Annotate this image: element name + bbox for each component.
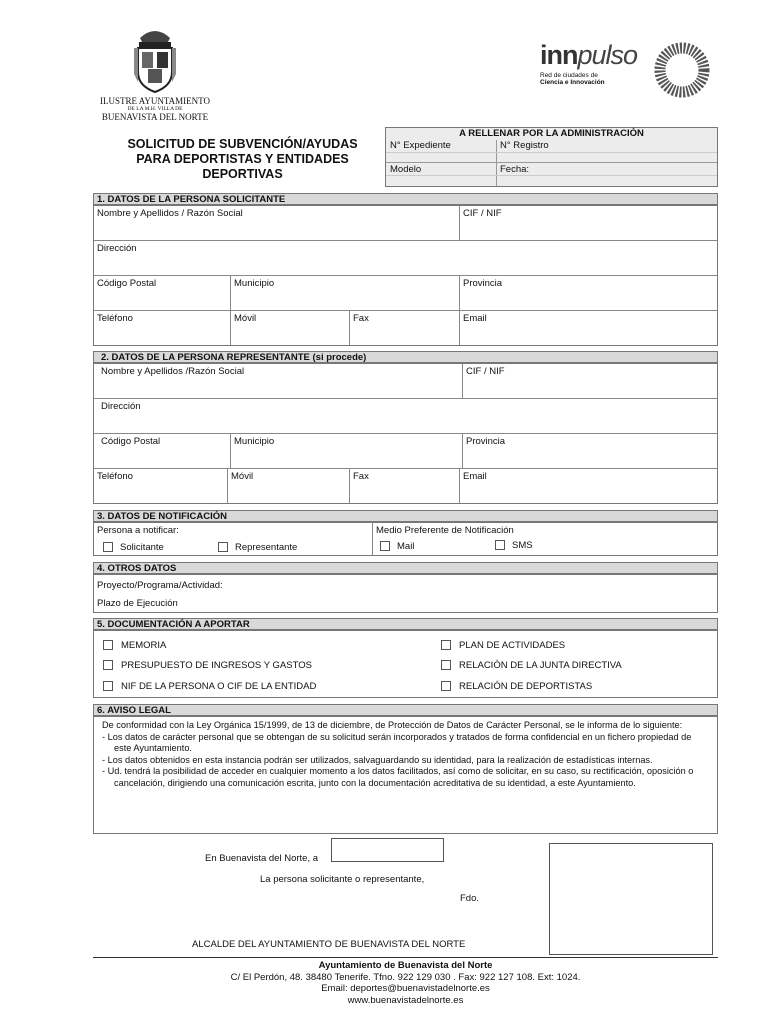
sign-place: En Buenavista del Norte, a (205, 853, 319, 864)
s2-telefono-field[interactable] (94, 469, 228, 503)
s2-cif-label: CIF / NIF (466, 366, 505, 377)
s2-email-field[interactable] (460, 469, 717, 503)
admin-expediente: N° Expediente (390, 140, 451, 151)
footer (93, 960, 718, 1006)
section4-box (93, 574, 718, 613)
s3-medio-label: Medio Preferente de Notificación (376, 525, 514, 536)
council-line1: ILUSTRE AYUNTAMIENTO (99, 96, 211, 106)
section3-header: 3. DATOS DE NOTIFICACIÓN (93, 510, 718, 522)
s1-cp-label: Código Postal (97, 278, 157, 289)
s2-telefono-label: Teléfono (97, 471, 133, 482)
s1-nombre-field[interactable] (94, 206, 460, 241)
section2-header: 2. DATOS DE LA PERSONA REPRESENTANTE (si procede) (93, 351, 718, 363)
admin-modelo: Modelo (390, 164, 422, 175)
s5-presupuesto-label: PRESUPUESTO DE INGRESOS Y GASTOS (121, 660, 312, 671)
s1-telefono-field[interactable] (94, 311, 231, 345)
s2-direccion-field[interactable] (94, 399, 717, 434)
council-line3: BUENAVISTA DEL NORTE (101, 112, 209, 122)
s2-provincia-label: Provincia (466, 436, 506, 447)
s1-movil-field[interactable] (231, 311, 350, 345)
section2-box (93, 363, 718, 504)
s3-sms-checkbox[interactable] (495, 540, 505, 550)
s2-cp-field[interactable] (94, 434, 231, 469)
s3-solicitante-label: Solicitante (120, 542, 164, 553)
section6-box (93, 716, 718, 834)
s5-plan-checkbox[interactable] (441, 640, 451, 650)
sign-person: La persona solicitante o representante, (260, 874, 425, 885)
s5-junta-label: RELACIÓN DE LA JUNTA DIRECTIVA (459, 660, 622, 671)
s1-fax-label: Fax (353, 313, 369, 324)
admin-registro: N° Registro (500, 140, 549, 151)
s1-municipio-field[interactable] (231, 276, 460, 311)
s6-paragraph-2: - Los datos de carácter personal que se obtengan de su solicitud serán incorporados y tratados de forma confidencial en un fichero propiedad de este Ayuntamiento. (102, 731, 692, 754)
s2-cp-label: Código Postal (101, 436, 161, 447)
stamp-box[interactable] (549, 843, 713, 955)
footer-divider (93, 957, 718, 958)
section1-box (93, 205, 718, 346)
s5-nif-label: NIF DE LA PERSONA O CIF DE LA ENTIDAD (121, 681, 317, 692)
s1-direccion-label: Dirección (97, 243, 137, 254)
s2-direccion-label: Dirección (101, 401, 141, 412)
s3-mail-label: Mail (397, 541, 415, 552)
s1-provincia-label: Provincia (463, 278, 503, 289)
s2-municipio-label: Municipio (234, 436, 275, 447)
s1-nombre-label: Nombre y Apellidos / Razón Social (97, 208, 243, 219)
s1-direccion-field[interactable] (94, 241, 717, 276)
s3-representante-checkbox[interactable] (218, 542, 228, 552)
s6-paragraph-1: De conformidad con la Ley Orgánica 15/1999, de 13 de diciembre, de Protección de Datos de Carácter Personal, se le informa de lo siguiente: (102, 720, 683, 730)
s4-proyecto-label[interactable]: Proyecto/Programa/Actividad: (97, 580, 223, 591)
s1-cif-field[interactable] (460, 206, 717, 241)
s5-nif-checkbox[interactable] (103, 681, 113, 691)
s2-email-label: Email (463, 471, 487, 482)
s1-telefono-label: Teléfono (97, 313, 133, 324)
s1-provincia-field[interactable] (460, 276, 717, 311)
s6-paragraph-3: - Los datos obtenidos en esta instancia podrán ser utilizados, salvaguardando su identidad, para la realización de estadísticas internas. (102, 754, 653, 765)
s5-deportistas-checkbox[interactable] (441, 681, 451, 691)
admin-fecha: Fecha: (500, 164, 530, 175)
coat-of-arms-logo (130, 24, 180, 94)
section3-box (93, 522, 718, 556)
s5-memoria-checkbox[interactable] (103, 640, 113, 650)
s3-mail-checkbox[interactable] (380, 541, 390, 551)
s5-deportistas-label: RELACIÓN DE DEPORTISTAS (459, 681, 593, 692)
admin-header: A RELLENAR POR LA ADMINISTRACIÓN (459, 128, 644, 139)
footer-address: C/ El Perdón, 48. 38480 Tenerife. Tfno. 922 129 030 . Fax: 922 127 108. Ext: 1024. (230, 971, 581, 983)
date-input[interactable] (331, 838, 444, 862)
s2-provincia-field[interactable] (463, 434, 717, 469)
s5-junta-checkbox[interactable] (441, 660, 451, 670)
brand-pulso: pulso (577, 40, 638, 70)
s1-municipio-label: Municipio (234, 278, 275, 289)
s3-persona-label: Persona a notificar: (97, 525, 179, 536)
innpulso-ring-icon (652, 40, 712, 100)
s1-cif-label: CIF / NIF (463, 208, 502, 219)
s2-nombre-field[interactable] (94, 364, 463, 399)
brand-tag1: Red de ciudades de (540, 72, 598, 79)
s1-email-field[interactable] (460, 311, 717, 345)
section5-box (93, 630, 718, 698)
s2-movil-label: Móvil (231, 471, 254, 482)
innpulso-logo (540, 40, 720, 100)
s3-representante-label: Representante (235, 542, 298, 553)
council-line2: DE LA M.H. VILLA DE (127, 106, 183, 112)
s5-memoria-label: MEMORIA (121, 640, 167, 651)
s2-fax-field[interactable] (350, 469, 460, 503)
s2-movil-field[interactable] (228, 469, 350, 503)
section5-header: 5. DOCUMENTACIÓN A APORTAR (93, 618, 718, 630)
footer-name: Ayuntamiento de Buenavista del Norte (318, 960, 493, 971)
sign-fdo: Fdo. (460, 893, 480, 904)
s1-email-label: Email (463, 313, 487, 324)
s5-plan-label: PLAN DE ACTIVIDADES (459, 640, 566, 651)
brand-tag2: Ciencia e Innovación (540, 79, 605, 86)
s2-fax-label: Fax (353, 471, 369, 482)
s2-cif-field[interactable] (463, 364, 717, 399)
s2-nombre-label: Nombre y Apellidos /Razón Social (101, 366, 245, 377)
form-title: SOLICITUD DE SUBVENCIÓN/AYUDAS PARA DEPORTISTAS Y ENTIDADES DEPORTIVAS (127, 137, 358, 181)
s6-paragraph-4: - Ud. tendrá la posibilidad de acceder en cualquier momento a los datos facilitados, así como de solicitar, en su caso, su rectificación, oposición o cancelación, dirigiendo una comunicación escrita, junto con la documentación acreditativa de su identidad, a este Ayuntamiento. (102, 766, 694, 788)
section4-header: 4. OTROS DATOS (93, 562, 718, 574)
section6-header: 6. AVISO LEGAL (93, 704, 718, 716)
sign-alcalde: ALCALDE DEL AYUNTAMIENTO DE BUENAVISTA DEL NORTE (192, 939, 466, 950)
s1-fax-field[interactable] (350, 311, 460, 345)
s4-plazo-label[interactable]: Plazo de Ejecución (97, 598, 178, 609)
brand-inn: inn (540, 40, 578, 70)
s1-cp-field[interactable] (94, 276, 231, 311)
s2-municipio-field[interactable] (231, 434, 463, 469)
section1-header: 1. DATOS DE LA PERSONA SOLICITANTE (93, 193, 718, 205)
s3-sms-label: SMS (512, 540, 533, 551)
s3-solicitante-checkbox[interactable] (103, 542, 113, 552)
footer-web[interactable]: www.buenavistadelnorte.es (347, 994, 464, 1006)
s5-presupuesto-checkbox[interactable] (103, 660, 113, 670)
admin-box (385, 127, 718, 187)
footer-email[interactable]: Email: deportes@buenavistadelnorte.es (321, 983, 490, 994)
s1-movil-label: Móvil (234, 313, 257, 324)
